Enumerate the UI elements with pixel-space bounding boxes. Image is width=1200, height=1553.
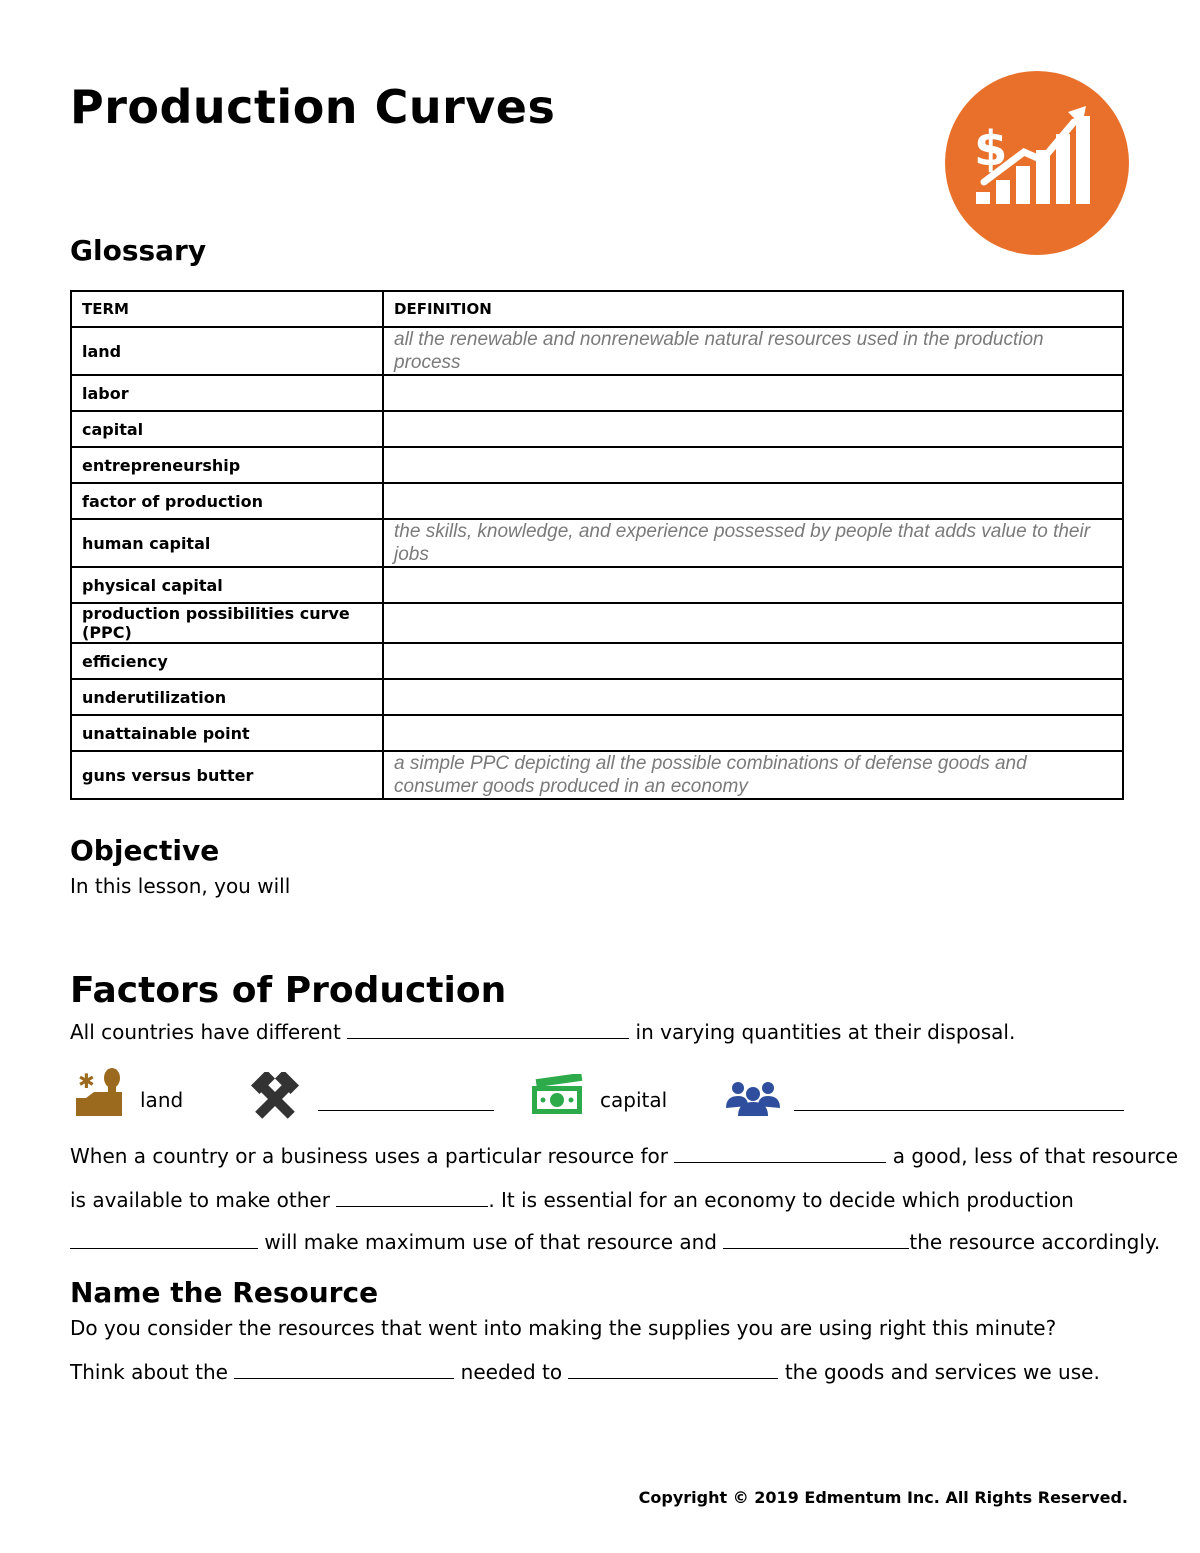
definition-cell[interactable] bbox=[383, 567, 1123, 603]
think-middle: needed to bbox=[460, 1360, 563, 1384]
term-cell: capital bbox=[71, 411, 383, 447]
name-resource-question: Do you consider the resources that went into making the supplies you are using right this minute? bbox=[70, 1316, 1057, 1340]
answer-blank[interactable] bbox=[347, 1020, 629, 1039]
table-row bbox=[71, 327, 1123, 375]
dollar-growth-chart-icon bbox=[944, 70, 1130, 256]
factors-sentence-start: All countries have different bbox=[70, 1020, 341, 1044]
definition-cell[interactable] bbox=[383, 603, 1123, 643]
definition-cell[interactable]: the skills, knowledge, and experience possessed by people that adds value to their jobs bbox=[383, 519, 1123, 567]
table-row bbox=[71, 411, 1123, 447]
labor-answer-blank[interactable] bbox=[318, 1092, 494, 1111]
answer-blank[interactable] bbox=[70, 1230, 258, 1249]
table-row bbox=[71, 567, 1123, 603]
factors-heading: Factors of Production bbox=[70, 970, 507, 1011]
copyright-footer: Copyright © 2019 Edmentum Inc. All Rights Reserved. bbox=[638, 1488, 1128, 1507]
land-label: land bbox=[140, 1088, 184, 1112]
answer-blank[interactable] bbox=[234, 1360, 454, 1379]
term-cell: labor bbox=[71, 375, 383, 411]
para3-start: will make maximum use of that resource and bbox=[264, 1230, 717, 1254]
think-end: the goods and services we use. bbox=[784, 1360, 1100, 1384]
term-cell: efficiency bbox=[71, 643, 383, 679]
svg-text:✱: ✱ bbox=[78, 1069, 95, 1093]
table-row bbox=[71, 715, 1123, 751]
table-row bbox=[71, 447, 1123, 483]
answer-blank[interactable] bbox=[336, 1188, 488, 1207]
capital-label: capital bbox=[600, 1088, 668, 1112]
objective-heading: Objective bbox=[70, 834, 220, 867]
para2-start: is available to make other bbox=[70, 1188, 330, 1212]
term-cell: entrepreneurship bbox=[71, 447, 383, 483]
answer-blank[interactable] bbox=[723, 1230, 909, 1249]
glossary-heading: Glossary bbox=[70, 234, 207, 267]
definition-cell[interactable] bbox=[383, 643, 1123, 679]
objective-text: In this lesson, you will bbox=[70, 874, 291, 898]
money-bill-icon bbox=[528, 1074, 586, 1116]
paragraph-line-3 bbox=[70, 1230, 1160, 1254]
entrepreneurship-answer-blank[interactable] bbox=[794, 1092, 1124, 1111]
answer-blank[interactable] bbox=[674, 1144, 886, 1163]
table-row bbox=[71, 483, 1123, 519]
term-cell: factor of production bbox=[71, 483, 383, 519]
hammer-tools-icon bbox=[246, 1072, 304, 1124]
table-row bbox=[71, 519, 1123, 567]
table-row bbox=[71, 375, 1123, 411]
answer-blank[interactable] bbox=[568, 1360, 778, 1379]
term-cell: land bbox=[71, 327, 383, 375]
table-row bbox=[71, 751, 1123, 799]
definition-header: DEFINITION bbox=[383, 291, 1123, 327]
term-cell: production possibilities curve (PPC) bbox=[71, 603, 383, 643]
definition-cell[interactable] bbox=[383, 447, 1123, 483]
para2-end: . It is essential for an economy to decide which production bbox=[488, 1188, 1074, 1212]
para1-end: a good, less of that resource bbox=[892, 1144, 1179, 1168]
term-cell: guns versus butter bbox=[71, 751, 383, 799]
think-about-line bbox=[70, 1360, 1100, 1384]
table-row bbox=[71, 603, 1123, 643]
para3-end: the resource accordingly. bbox=[909, 1230, 1161, 1254]
definition-cell[interactable] bbox=[383, 715, 1123, 751]
think-start: Think about the bbox=[70, 1360, 228, 1384]
page-title: Production Curves bbox=[70, 80, 556, 134]
name-resource-heading: Name the Resource bbox=[70, 1276, 379, 1309]
table-header-row bbox=[71, 291, 1123, 327]
definition-cell[interactable] bbox=[383, 411, 1123, 447]
table-row bbox=[71, 679, 1123, 715]
definition-cell[interactable] bbox=[383, 679, 1123, 715]
factors-sentence bbox=[70, 1020, 1015, 1044]
glossary-table bbox=[70, 290, 1124, 800]
definition-cell[interactable] bbox=[383, 483, 1123, 519]
term-header: TERM bbox=[71, 291, 383, 327]
term-cell: underutilization bbox=[71, 679, 383, 715]
factors-sentence-end: in varying quantities at their disposal. bbox=[635, 1020, 1016, 1044]
table-row bbox=[71, 643, 1123, 679]
people-group-icon bbox=[724, 1080, 782, 1116]
para1-start: When a country or a business uses a particular resource for bbox=[70, 1144, 668, 1168]
term-cell: physical capital bbox=[71, 567, 383, 603]
definition-cell[interactable] bbox=[383, 375, 1123, 411]
term-cell: unattainable point bbox=[71, 715, 383, 751]
svg-text:$: $ bbox=[974, 121, 1008, 177]
definition-cell[interactable]: a simple PPC depicting all the possible combinations of defense goods and consumer goods produced in an economy bbox=[383, 751, 1123, 799]
definition-cell[interactable]: all the renewable and nonrenewable natural resources used in the production process bbox=[383, 327, 1123, 375]
term-cell: human capital bbox=[71, 519, 383, 567]
land-tree-icon bbox=[72, 1068, 126, 1120]
paragraph-line-1 bbox=[70, 1144, 1178, 1168]
paragraph-line-2 bbox=[70, 1188, 1074, 1212]
